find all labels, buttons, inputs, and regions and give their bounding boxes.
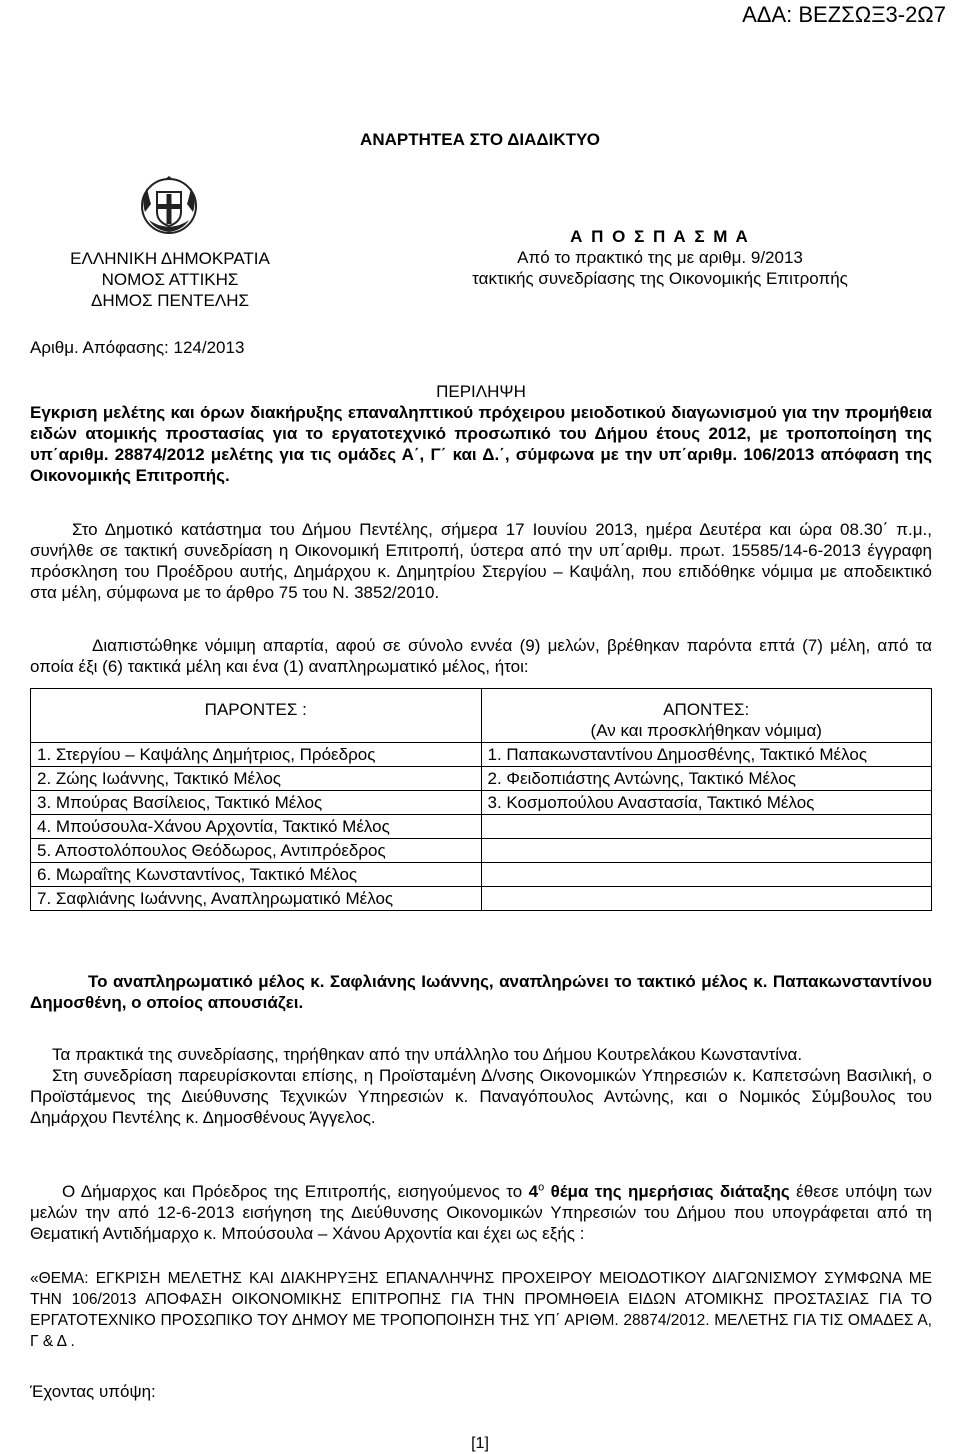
absent-member — [481, 887, 932, 911]
item-number-suffix: ο — [538, 1181, 545, 1194]
document-id: ΑΔΑ: ΒΕΖΣΩΞ3-2Ω7 — [742, 2, 946, 27]
summary-heading: ΠΕΡΙΛΗΨΗ — [436, 382, 526, 401]
mayor-text-end: έθεσε υπόψη των μελών την από 12-6-2013 εισήγηση της Διεύθυνσης Οικονομικών Υπηρεσιών του Δήμου που υπογράφεται από τη Θεματική Αντιδήμαρχο κ. Μπούσουλα – Χάνου Αρχοντία και έχει ως εξής : — [30, 1182, 933, 1243]
absent-member: 1. Παπακωνσταντίνου Δημοσθένης, Τακτικό Μέλος — [481, 743, 932, 767]
table-row — [31, 887, 932, 911]
posted-notice: ΑΝΑΡΤΗΤΕΑ ΣΤΟ ΔΙΑΔΙΚΤΥΟ — [360, 130, 600, 149]
summary-section — [30, 381, 932, 486]
country-name: ΕΛΛΗΝΙΚΗ ΔΗΜΟΚΡΑΤΙΑ — [70, 249, 270, 268]
summary-text: Εγκριση μελέτης και όρων διακήρυξης επαναληπτικού πρόχειρου μειοδοτικού διαγωνισμού για την προμήθεια ειδών ατομικής προστασίας για το εργατοτεχνικό προσωπικό του Δήμου έτους 2012, με τροποποίηση της υπ΄αριθμ. 28874/2012 μελέτης για τις ομάδες Α΄, Γ΄ και Δ.΄, σύμφωνα με την υπ΄αριθμ. 106/2013 απόφαση της Οικονομικής Επιτροπής. — [30, 403, 932, 485]
present-member: 2. Ζώης Ιωάννης, Τακτικό Μέλος — [31, 767, 482, 791]
table-row — [31, 863, 932, 887]
present-staff-paragraph: Στη συνεδρίαση παρευρίσκονται επίσης, η Προϊσταμένη Δ/νσης Οικονομικών Υπηρεσιών κ. Καπετσώνη Βασιλική, ο Προϊστάμενος της Διεύθυνσης Τεχνικών Υπηρεσιών κ. Παναγόπουλος Αντώνης, και ο Νομικός Σύμβουλος του Δημάρχου Πεντέλης κ. Δημοσθένους Άγγελος. — [30, 1066, 932, 1127]
meeting-paragraph: Στο Δημοτικό κατάστημα του Δήμου Πεντέλης, σήμερα 17 Ιουνίου 2013, ημέρα Δευτέρα και ώρα 08.30΄ π.μ., συνήλθε σε τακτική συνεδρίαση η Οικονομική Επιτροπή, ύστερα από την υπ΄αριθμ. πρωτ. 15585/14-6-2013 έγγραφη πρόσκληση του Προέδρου αυτής, Δημάρχου κ. Δημητρίου Στεργίου – Καψάλη, που επιδόθηκε νόμιμα με αποδεικτικό στα μέλη, σύμφωνα με το άρθρο 75 του Ν. 3852/2010. — [30, 520, 932, 602]
present-member: 6. Μωραΐτης Κωνσταντίνος, Τακτικό Μέλος — [31, 863, 482, 887]
table-row — [31, 791, 932, 815]
extract-title: Α Π Ο Σ Π Α Σ Μ Α — [570, 227, 750, 246]
decision-number: Αριθμ. Απόφασης: 124/2013 — [30, 338, 245, 357]
municipality-name: ΔΗΜΟΣ ΠΕΝΤΕΛΗΣ — [90, 291, 249, 310]
item-number: 4 — [528, 1182, 539, 1201]
present-header: ΠΑΡΟΝΤΕΣ : — [31, 689, 482, 743]
attendance-header-row — [31, 689, 932, 743]
absent-header: ΑΠΟΝΤΕΣ: — [663, 700, 750, 719]
header-left — [30, 248, 310, 311]
replacement-note: Το αναπληρωματικό μέλος κ. Σαφλιάνης Ιωάννης, αναπληρώνει το τακτικό μέλος κ. Παπακωνσταντίνου Δημοσθένη, ο οποίος απουσιάζει. — [30, 972, 932, 1012]
absent-member — [481, 863, 932, 887]
table-row — [31, 743, 932, 767]
table-row — [31, 767, 932, 791]
page-number: [1] — [471, 1435, 489, 1452]
present-member: 1. Στεργίου – Καψάλης Δημήτριος, Πρόεδρος — [31, 743, 482, 767]
header-right — [400, 226, 920, 289]
quoted-subject: «ΘΕΜΑ: ΕΓΚΡΙΣΗ ΜΕΛΕΤΗΣ ΚΑΙ ΔΙΑΚΗΡΥΞΗΣ ΕΠΑΝΑΛΗΨΗΣ ΠΡΟΧΕΙΡΟΥ ΜΕΙΟΔΟΤΙΚΟΥ ΔΙΑΓΩΝΙΣΜΟΥ ΣΥΜΦΩΝΑ ΜΕ ΤΗΝ 106/2013 ΑΠΟΦΑΣΗ ΟΙΚΟΝΟΜΙΚΗΣ ΕΠΙΤΡΟΠΗΣ ΓΙΑ ΤΗΝ ΠΡΟΜΗΘΕΙΑ ΕΙΔΩΝ ΑΤΟΜΙΚΗΣ ΠΡΟΣΤΑΣΙΑΣ ΓΙΑ ΤΟ ΕΡΓΑΤΟΤΕΧΝΙΚΟ ΠΡΟΣΩΠΙΚΟ ΤΟΥ ΔΗΜΟΥ ΜΕ ΤΡΟΠΟΠΟΙΗΣΗ ΤΗΣ ΥΠ΄ ΑΡΙΘΜ. 28874/2012. ΜΕΛΕΤΗΣ ΓΙΑ ΤΙΣ ΟΜΑΔΕΣ Α, Γ & Δ . — [30, 1270, 932, 1350]
greek-coat-of-arms-icon — [137, 170, 201, 238]
quorum-paragraph: Διαπιστώθηκε νόμιμη απαρτία, αφού σε σύνολο εννέα (9) μελών, βρέθηκαν παρόντα επτά (7) μέλη, από τα οποία έξι (6) τακτικά μέλη και ένα (1) αναπληρωματικό μέλος, ήτοι: — [30, 636, 932, 676]
agenda-item-label: θέμα της ημερήσιας διάταξης — [544, 1182, 790, 1201]
absent-member — [481, 839, 932, 863]
table-row — [31, 815, 932, 839]
absent-note: (Αν και προσκλήθηκαν νόμιμα) — [590, 721, 822, 740]
staff-section — [30, 1044, 932, 1128]
absent-member: 3. Κοσμοπούλου Αναστασία, Τακτικό Μέλος — [481, 791, 932, 815]
absent-member — [481, 815, 932, 839]
table-row — [31, 839, 932, 863]
session-reference: τακτικής συνεδρίασης της Οικονομικής Επιτροπής — [472, 269, 848, 288]
absent-member: 2. Φειδοπιάστης Αντώνης, Τακτικό Μέλος — [481, 767, 932, 791]
present-member: 3. Μπούρας Βασίλειος, Τακτικό Μέλος — [31, 791, 482, 815]
present-member: 4. Μπούσουλα-Χάνου Αρχοντία, Τακτικό Μέλος — [31, 815, 482, 839]
attendance-table — [30, 688, 932, 911]
present-member: 7. Σαφλιάνης Ιωάννης, Αναπληρωματικό Μέλος — [31, 887, 482, 911]
prefecture-name: ΝΟΜΟΣ ΑΤΤΙΚΗΣ — [101, 270, 239, 289]
absent-header-cell — [481, 689, 932, 743]
mayor-paragraph — [30, 1181, 932, 1244]
minutes-keeper-paragraph: Τα πρακτικά της συνεδρίασης, τηρήθηκαν από την υπάλληλο του Δήμου Κουτρελάκου Κωνσταντίνα. — [52, 1045, 803, 1064]
minutes-reference: Από το πρακτικό της με αριθμ. 9/2013 — [517, 248, 803, 267]
having-regard-label: Έχοντας υπόψη: — [30, 1382, 156, 1401]
mayor-text-start: Ο Δήμαρχος και Πρόεδρος της Επιτροπής, εισηγούμενος το — [62, 1182, 529, 1201]
present-member: 5. Αποστολόπουλος Θεόδωρος, Αντιπρόεδρος — [31, 839, 482, 863]
